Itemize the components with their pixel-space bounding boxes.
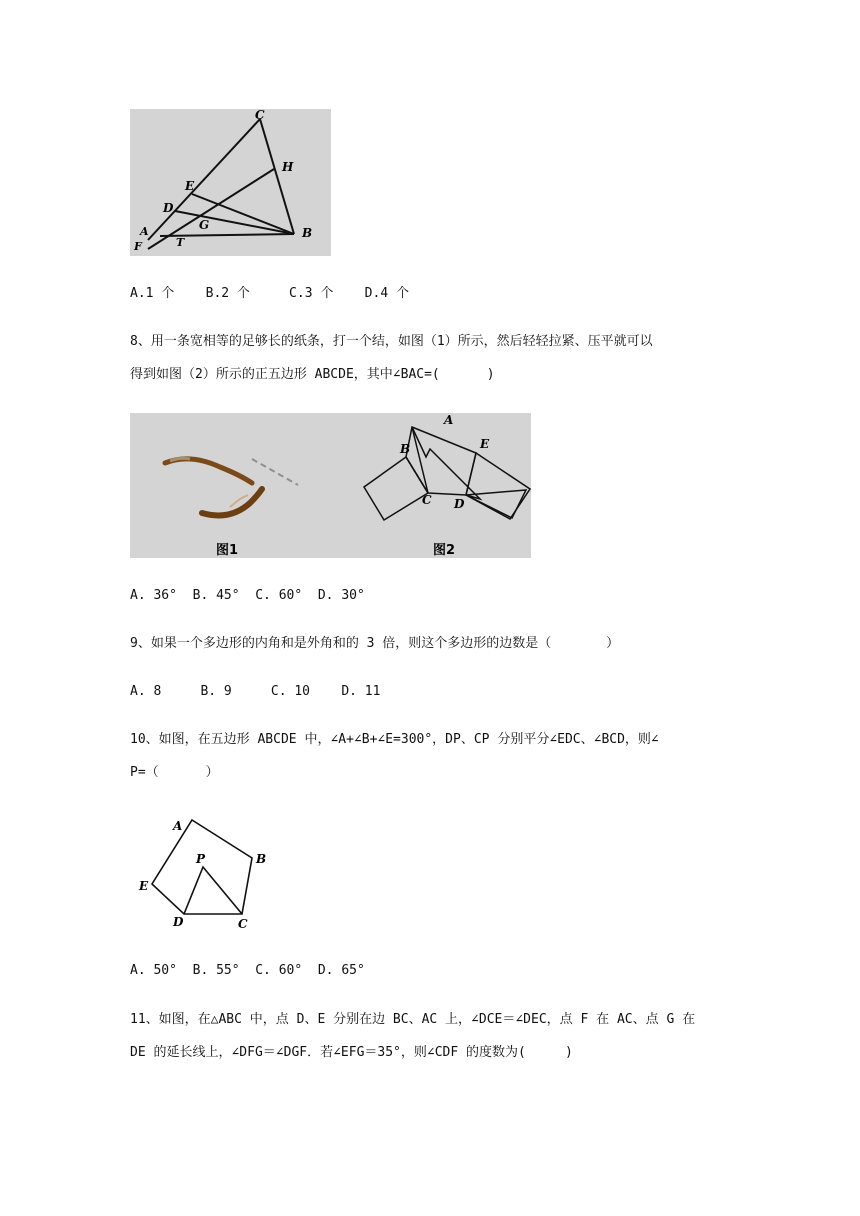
q10-label-e: E — [139, 879, 149, 893]
q9-options: A. 8 B. 9 C. 10 D. 11 — [130, 684, 381, 699]
q10-label-d: D — [173, 915, 184, 929]
q7-options: A.1 个 B.2 个 C.3 个 D.4 个 — [130, 286, 409, 301]
q7-triangle-figure — [130, 109, 331, 256]
q7-label-f: F — [134, 240, 142, 253]
q8-label-a: A — [444, 413, 454, 427]
q10-text-line1: 10、如图，在五边形 ABCDE 中，∠A+∠B+∠E=300°，DP、CP 分别平分∠EDC、∠BCD，则∠ — [130, 732, 659, 747]
q10-label-b: B — [256, 852, 267, 866]
q7-label-d: D — [163, 201, 174, 215]
q8-label-b: B — [400, 442, 411, 456]
q7-label-b: B — [302, 226, 313, 240]
q7-label-a: A — [140, 225, 149, 238]
q8-knot-figure — [130, 413, 531, 558]
q8-caption-fig1: 图1 — [216, 543, 239, 558]
q10-label-a: A — [173, 819, 183, 833]
q8-caption-fig2: 图2 — [433, 543, 456, 558]
q8-label-e: E — [480, 437, 490, 451]
q7-label-t: T — [176, 236, 185, 249]
q11-text-line2: DE 的延长线上，∠DFG＝∠DGF．若∠EFG＝35°，则∠CDF 的度数为( ) — [130, 1045, 573, 1060]
q11-text-line1: 11、如图，在△ABC 中，点 D、E 分别在边 BC、AC 上，∠DCE＝∠DEC，点 F 在 AC、点 G 在 — [130, 1012, 696, 1027]
q10-text-line2: P=（ ） — [130, 765, 219, 780]
q7-label-c: C — [255, 109, 265, 122]
q10-label-p: P — [196, 852, 206, 866]
q7-label-h: H — [282, 160, 294, 174]
q7-label-e: E — [185, 179, 195, 193]
q8-text-line2: 得到如图（2）所示的正五边形 ABCDE，其中∠BAC=( ) — [130, 367, 495, 382]
q8-label-d: D — [454, 497, 465, 511]
q8-label-c: C — [422, 493, 432, 507]
q10-pentagon-figure — [130, 812, 280, 937]
q9-text-line1: 9、如果一个多边形的内角和是外角和的 3 倍，则这个多边形的边数是（ ） — [130, 636, 620, 651]
q8-options: A. 36° B. 45° C. 60° D. 30° — [130, 588, 365, 603]
q10-label-c: C — [238, 917, 248, 931]
q10-options: A. 50° B. 55° C. 60° D. 65° — [130, 963, 365, 978]
q8-text-line1: 8、用一条宽相等的足够长的纸条，打一个结，如图（1）所示，然后轻轻拉紧、压平就可以 — [130, 334, 653, 349]
q7-label-g: G — [199, 218, 210, 232]
